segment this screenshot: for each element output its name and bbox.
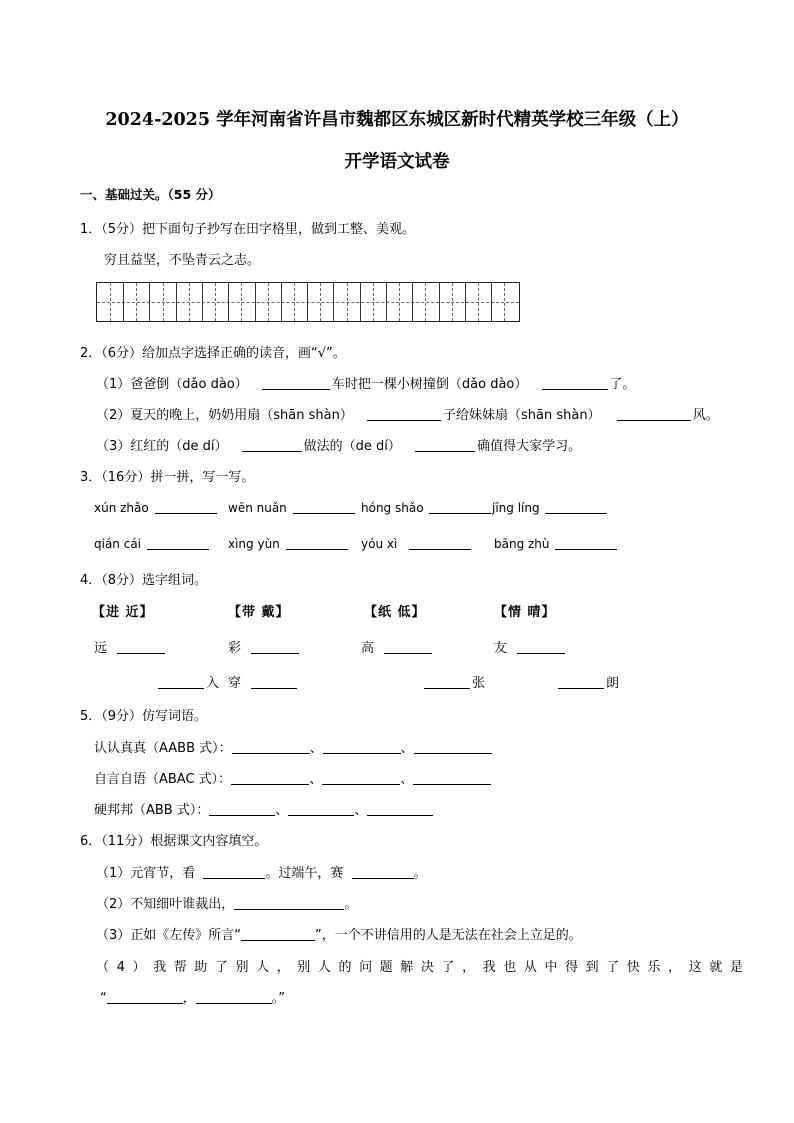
separator: 、 xyxy=(400,772,414,787)
q6-line3 xyxy=(96,924,582,943)
pinyin-text: wēn nuǎn xyxy=(228,501,287,515)
answer-blank[interactable] xyxy=(352,865,414,879)
q6-text: （2）不知细叶谁裁出， xyxy=(96,897,235,912)
grid-line xyxy=(136,283,137,321)
grid-line xyxy=(255,283,256,321)
grid-line xyxy=(281,283,282,321)
answer-blank[interactable] xyxy=(555,536,617,550)
q4-stem: 4．（8分）选字组词。 xyxy=(80,573,208,588)
answer-blank[interactable] xyxy=(322,771,400,785)
q6-line4: （4）我帮助了别人，别人的问题解决了，我也从中得到了快乐，这就是 xyxy=(96,960,751,975)
answer-blank[interactable] xyxy=(409,536,471,550)
grid-line xyxy=(215,283,216,321)
grid-line xyxy=(241,283,242,321)
tianzige-grid[interactable] xyxy=(96,282,520,322)
section-heading: 一、基础过关。（55 分） xyxy=(80,187,221,202)
answer-blank[interactable] xyxy=(429,500,491,514)
grid-line xyxy=(504,283,505,321)
grid-line xyxy=(268,283,269,321)
q5-row-1 xyxy=(94,737,492,756)
grid-line xyxy=(189,283,190,321)
grid-line xyxy=(123,283,124,321)
q2-line1 xyxy=(96,373,636,392)
grid-line xyxy=(373,283,374,321)
answer-blank[interactable] xyxy=(242,438,302,452)
q4-bracket-3: 【纸 低】 xyxy=(364,605,426,620)
grid-line xyxy=(478,283,479,321)
q6-text: “ xyxy=(100,991,107,1006)
answer-blank[interactable] xyxy=(413,771,491,785)
answer-blank[interactable] xyxy=(517,640,565,654)
q6-line1 xyxy=(96,862,427,881)
q5-row-label: 硬邦邦（ABB 式）： xyxy=(94,803,210,818)
q4-word-3 xyxy=(361,637,432,656)
answer-blank[interactable] xyxy=(209,802,275,816)
q4-word-1 xyxy=(94,637,165,656)
pinyin-text: jīng líng xyxy=(492,501,540,515)
pinyin-text: hóng shǎo xyxy=(361,501,424,515)
grid-line xyxy=(347,283,348,321)
answer-blank[interactable] xyxy=(367,802,433,816)
q3-pinyin-5 xyxy=(94,536,209,551)
answer-blank[interactable] xyxy=(147,536,209,550)
q2-l1-text-b: 车时把一棵小树撞倒（dǎo dào） xyxy=(331,377,528,392)
q2-l1-text-c: 了。 xyxy=(609,377,636,392)
q6-text: 。 xyxy=(344,897,358,912)
grid-line xyxy=(425,283,426,321)
pinyin-text: qián cái xyxy=(94,537,142,551)
answer-blank[interactable] xyxy=(251,675,297,689)
answer-blank[interactable] xyxy=(424,675,470,689)
q4-word-4 xyxy=(494,637,565,656)
answer-blank[interactable] xyxy=(234,896,344,910)
q4-word-6 xyxy=(228,672,297,691)
q5-row-label: 自言自语（ABAC 式）： xyxy=(94,772,232,787)
answer-blank[interactable] xyxy=(293,500,355,514)
answer-blank[interactable] xyxy=(158,675,204,689)
grid-middle-line xyxy=(97,302,519,303)
grid-line xyxy=(110,283,111,321)
answer-blank[interactable] xyxy=(323,740,401,754)
q4-word-2 xyxy=(228,637,299,656)
grid-line xyxy=(399,283,400,321)
separator: 、 xyxy=(400,741,414,756)
q5-row-2 xyxy=(94,768,491,787)
q5-row-label: 认认真真（AABB 式）： xyxy=(94,741,232,756)
word-char: 穿 xyxy=(228,676,242,691)
separator: 、 xyxy=(309,741,323,756)
q6-text: （1）元宵节，看 xyxy=(96,866,196,881)
pinyin-text: yóu xì xyxy=(361,537,398,551)
grid-line xyxy=(439,283,440,321)
q6-text: ， xyxy=(182,991,196,1006)
q5-stem: 5．（9分）仿写词语。 xyxy=(80,709,208,724)
answer-blank[interactable] xyxy=(286,536,348,550)
answer-blank[interactable] xyxy=(232,740,310,754)
q3-pinyin-4 xyxy=(492,500,607,515)
q2-l3-text-c: 确值得大家学习。 xyxy=(477,439,582,454)
answer-blank[interactable] xyxy=(414,740,492,754)
q1-sentence: 穷且益坚，不坠青云之志。 xyxy=(104,253,261,268)
answer-blank[interactable] xyxy=(288,802,354,816)
word-char: 朗 xyxy=(606,676,620,691)
grid-line xyxy=(176,283,177,321)
q3-stem: 3．（16分）拼一拼，写一写。 xyxy=(80,470,255,485)
grid-line xyxy=(360,283,361,321)
q2-l3-text-b: 做法的（de dí） xyxy=(303,439,401,454)
q6-text: 。过端午，赛 xyxy=(265,866,344,881)
q6-line2 xyxy=(96,893,357,912)
page-title-line2: 开学语文试卷 xyxy=(344,152,450,172)
grid-line xyxy=(491,283,492,321)
q4-bracket-2: 【带 戴】 xyxy=(228,605,290,620)
answer-blank[interactable] xyxy=(384,640,432,654)
q4-word-8 xyxy=(558,672,619,691)
q2-l3-text-a: （3）红红的（de dí） xyxy=(96,439,228,454)
q3-pinyin-6 xyxy=(228,536,348,551)
q3-pinyin-2 xyxy=(228,500,355,515)
q6-text: 。 xyxy=(413,866,427,881)
answer-blank[interactable] xyxy=(117,640,165,654)
pinyin-text: xìng yùn xyxy=(228,537,280,551)
answer-blank[interactable] xyxy=(542,376,608,390)
q6-stem: 6．（11分）根据课文内容填空。 xyxy=(80,834,268,849)
answer-blank[interactable] xyxy=(196,990,272,1004)
q6-line5 xyxy=(100,987,285,1006)
q6-text: （3）正如《左传》所言“ xyxy=(96,928,242,943)
q3-pinyin-3 xyxy=(361,500,491,515)
pinyin-text: xún zhǎo xyxy=(94,501,149,515)
separator: 、 xyxy=(354,803,368,818)
word-char: 彩 xyxy=(228,641,242,656)
answer-blank[interactable] xyxy=(558,675,604,689)
q6-text: ”，一个不讲信用的人是无法在社会上立足的。 xyxy=(315,928,582,943)
word-char: 远 xyxy=(94,641,108,656)
grid-line xyxy=(465,283,466,321)
q6-text: 。” xyxy=(271,991,286,1006)
q2-l2-text-a: （2）夏天的晚上，奶奶用扇（shān shàn） xyxy=(96,408,353,423)
answer-blank[interactable] xyxy=(367,407,441,421)
q4-word-7 xyxy=(424,672,485,691)
page-title-line1: 2024-2025 学年河南省许昌市魏都区东城区新时代精英学校三年级（上） xyxy=(105,110,689,130)
word-char: 入 xyxy=(206,676,220,691)
grid-line xyxy=(452,283,453,321)
q2-l1-text-a: （1）爸爸倒（dǎo dào） xyxy=(96,377,248,392)
q2-line2 xyxy=(96,404,719,423)
answer-blank[interactable] xyxy=(231,771,309,785)
q2-stem: 2．（6分）给加点字选择正确的读音，画“√”。 xyxy=(80,346,346,361)
answer-blank[interactable] xyxy=(251,640,299,654)
q3-pinyin-1 xyxy=(94,500,217,515)
answer-blank[interactable] xyxy=(155,500,217,514)
q3-pinyin-7 xyxy=(361,536,471,551)
q2-line3 xyxy=(96,435,581,454)
grid-line xyxy=(412,283,413,321)
grid-line xyxy=(149,283,150,321)
word-char: 高 xyxy=(361,641,375,656)
q1-stem: 1．（5分）把下面句子抄写在田字格里，做到工整、美观。 xyxy=(80,222,416,237)
q4-word-5 xyxy=(158,672,219,691)
grid-line xyxy=(386,283,387,321)
q2-l2-text-c: 风。 xyxy=(692,408,719,423)
separator: 、 xyxy=(309,772,323,787)
separator: 、 xyxy=(275,803,289,818)
q2-l2-text-b: 子给妹妹扇（shān shàn） xyxy=(442,408,601,423)
q5-row-3 xyxy=(94,799,433,818)
pinyin-text: bāng zhù xyxy=(494,537,550,551)
grid-line xyxy=(163,283,164,321)
grid-line xyxy=(294,283,295,321)
q3-pinyin-8 xyxy=(494,536,617,551)
grid-line xyxy=(307,283,308,321)
grid-line xyxy=(202,283,203,321)
word-char: 张 xyxy=(472,676,486,691)
grid-line xyxy=(228,283,229,321)
answer-blank[interactable] xyxy=(262,376,330,390)
grid-line xyxy=(320,283,321,321)
answer-blank[interactable] xyxy=(241,927,315,941)
answer-blank[interactable] xyxy=(203,865,265,879)
q4-bracket-4: 【情 晴】 xyxy=(494,605,556,620)
answer-blank[interactable] xyxy=(415,438,475,452)
answer-blank[interactable] xyxy=(545,500,607,514)
word-char: 友 xyxy=(494,641,508,656)
grid-line xyxy=(333,283,334,321)
answer-blank[interactable] xyxy=(107,990,183,1004)
answer-blank[interactable] xyxy=(617,407,691,421)
q4-bracket-1: 【进 近】 xyxy=(92,605,154,620)
